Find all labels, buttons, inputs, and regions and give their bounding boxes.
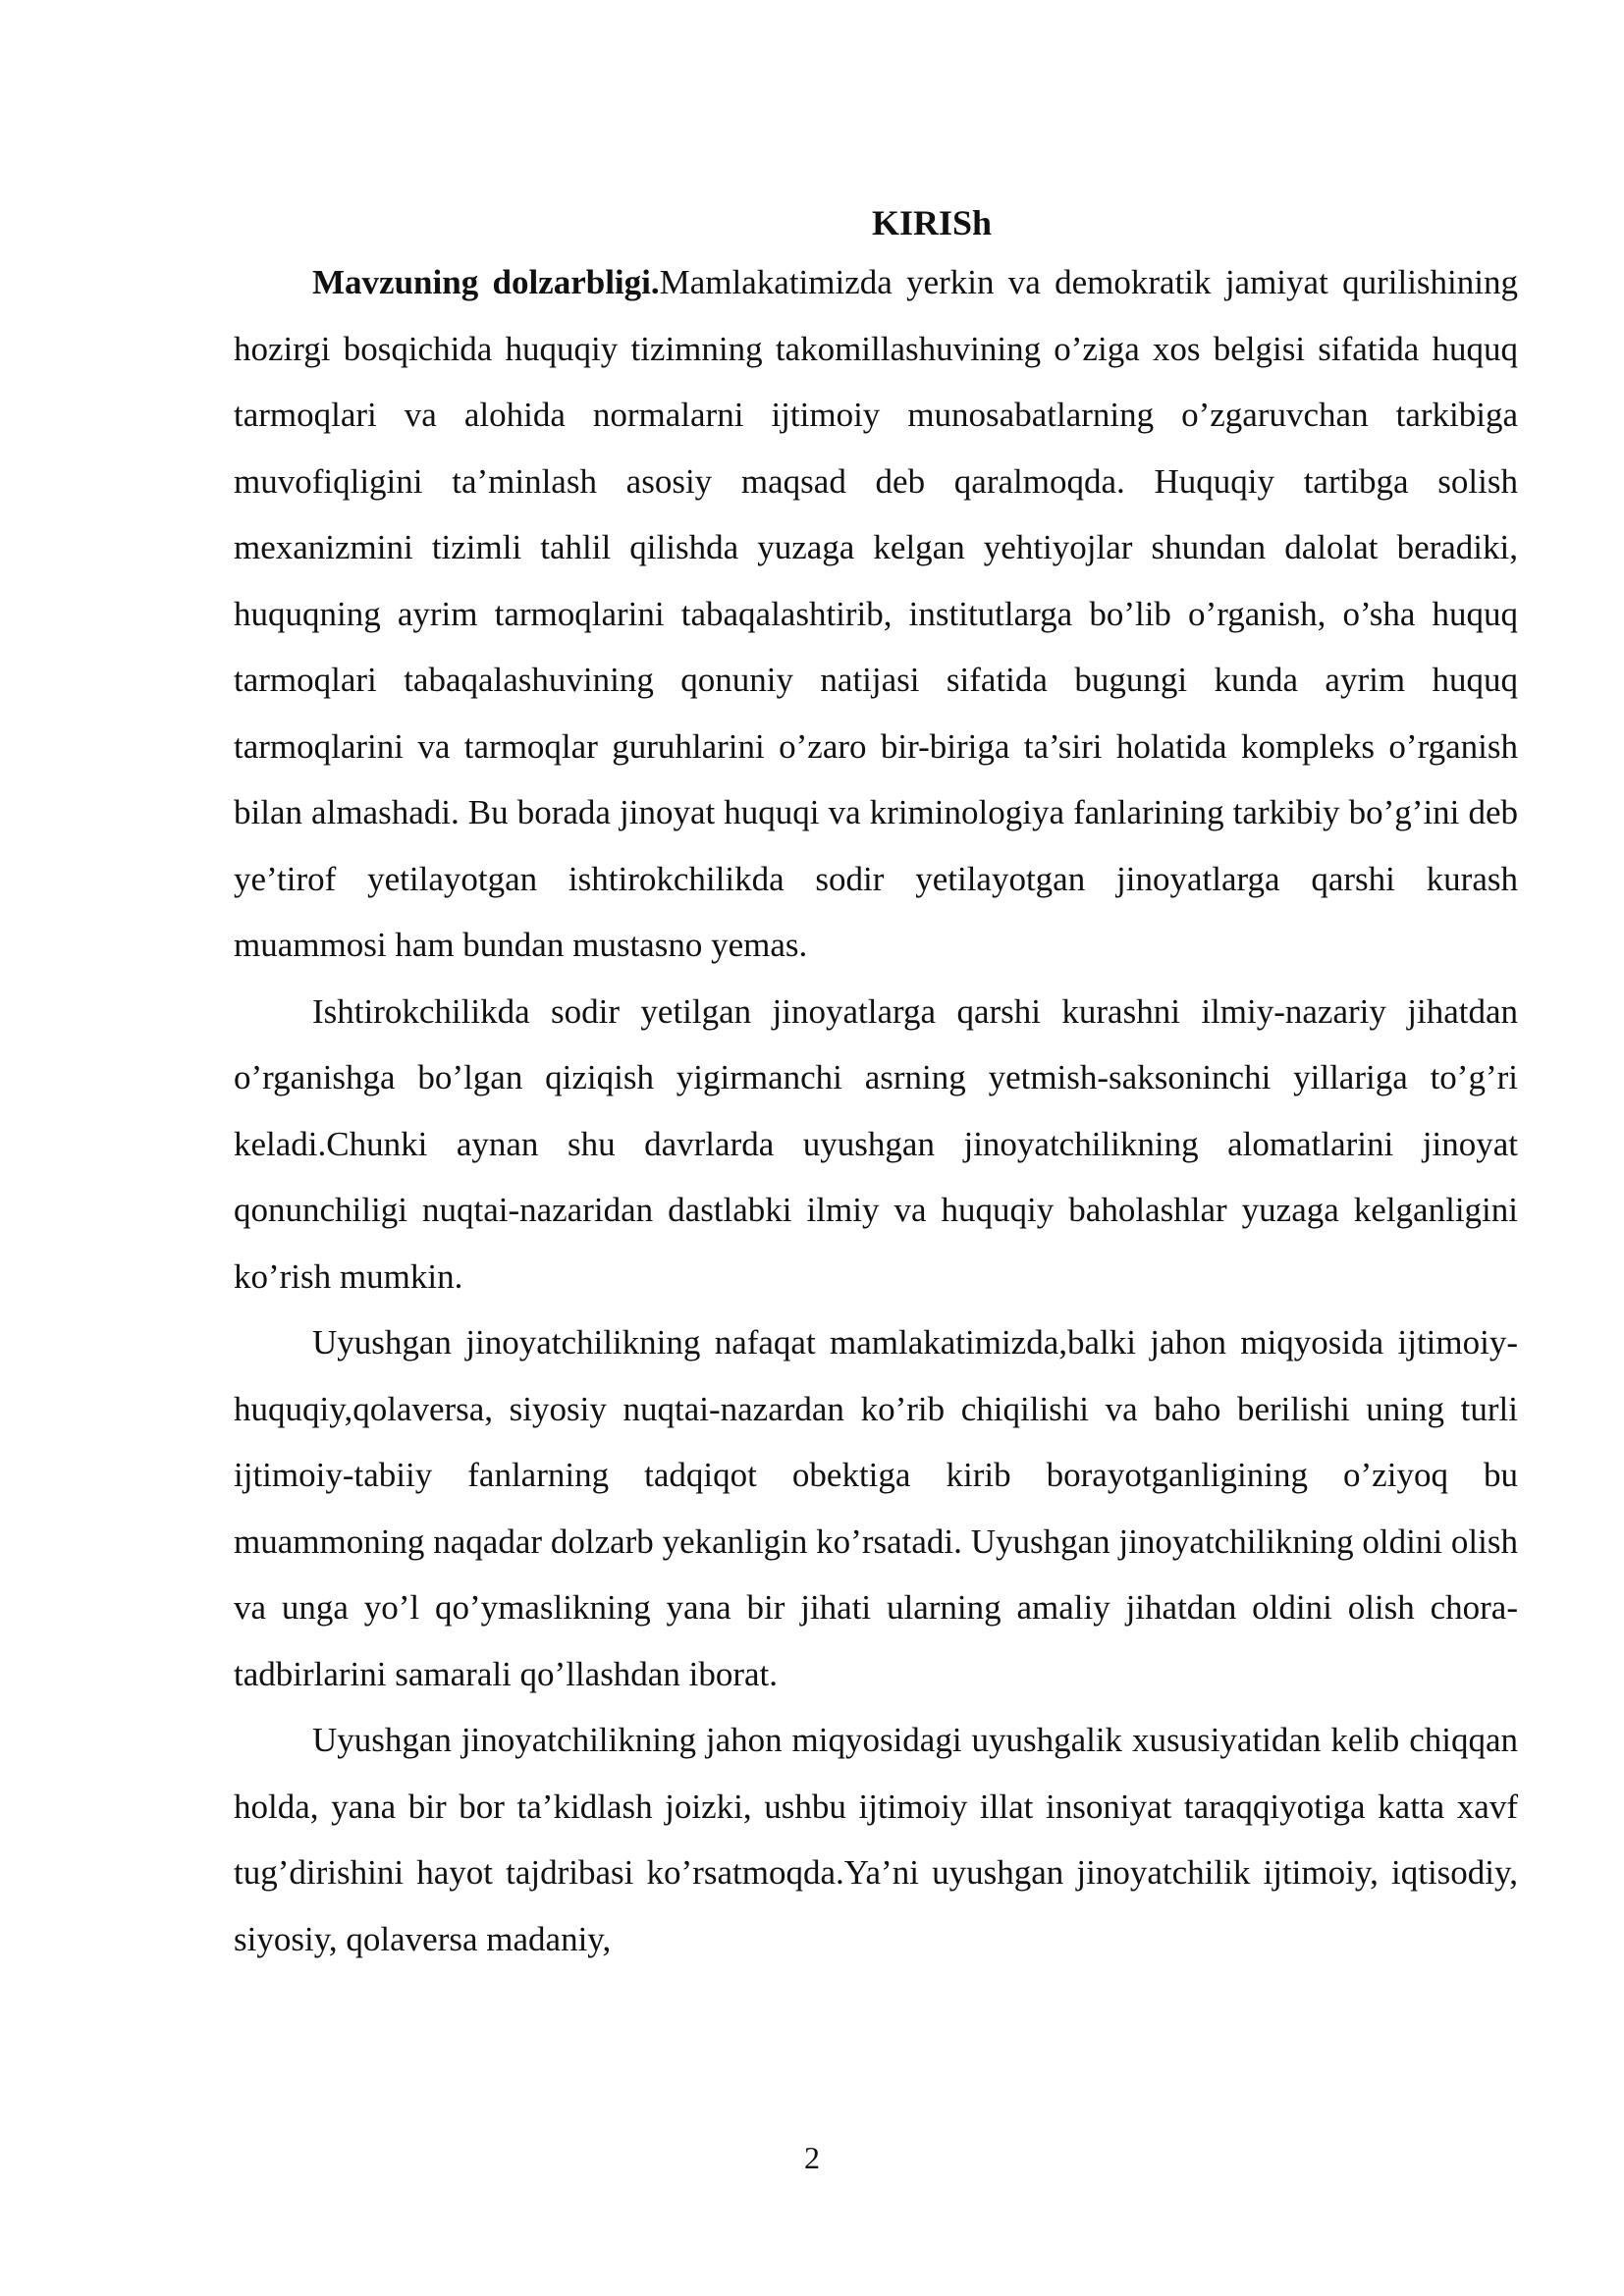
- page-number: 2: [804, 2140, 820, 2175]
- paragraph-text: Uyushgan jinoyatchilikning nafaqat mamlakatimizda,balki jahon miqyosida ijtimoiy-huquqiy,qolaversa, siyosiy nuqtai-nazardan ko’rib chiqilishi va baho berilishi uning turli ijtimoiy-tabiiy fanlarning tadqiqot obektiga kirib borayotganligining o’ziyoq bu muammoning naqadar dolzarb yekanligin ko’rsatadi. Uyushgan jinoyatchilikning oldini olish va unga yo’l qo’ymaslikning yana bir jihati ularning amaliy jihatdan oldini olish chora-tadbirlarini samarali qo’llashdan iborat.: [234, 1323, 1518, 1693]
- paragraph-text: Ishtirokchilikda sodir yetilgan jinoyatlarga qarshi kurashni ilmiy-nazariy jihatdan o’rganishga bo’lgan qiziqish yigirmanchi asrning yetmish-saksoninchi yillariga to’g’ri keladi.Chunki aynan shu davrlarda uyushgan jinoyatchilikning alomatlarini jinoyat qonunchiligi nuqtai-nazaridan dastlabki ilmiy va huquqiy baholashlar yuzaga kelganligini ko’rish mumkin.: [234, 991, 1518, 1296]
- paragraph-global-significance: [234, 1309, 1518, 1707]
- paragraph-research-interest: [234, 979, 1518, 1310]
- section-heading: KIRISh: [871, 203, 993, 242]
- paragraph-organized-crime-danger: [234, 1707, 1518, 1972]
- paragraph-relevance: [234, 249, 1518, 979]
- paragraph-lead: Mavzuning dolzarbligi.: [312, 263, 660, 301]
- document-body: [234, 196, 1518, 1972]
- paragraph-text: Uyushgan jinoyatchilikning jahon miqyosidagi uyushgalik xususiyatidan kelib chiqqan holda, yana bir bor ta’kidlash joizki, ushbu ijtimoiy illat insoniyat taraqqiyotiga katta xavf tug’dirishini hayot tajdribasi ko’rsatmoqda.Ya’ni uyushgan jinoyatchilik ijtimoiy, iqtisodiy, siyosiy, qolaversa madaniy,: [234, 1721, 1518, 1958]
- paragraph-text: Mamlakatimizda yerkin va demokratik jamiyat qurilishining hozirgi bosqichida huquqiy tizimning takomillashuvining o’ziga xos belgisi sifatida huquq tarmoqlari va alohida normalarni ijtimoiy munosabatlarning o’zgaruvchan tarkibiga muvofiqligini ta’minlash asosiy maqsad deb qaralmoqda. Huquqiy tartibga solish mexanizmini tizimli tahlil qilishda yuzaga kelgan yehtiyojlar shundan dalolat beradiki, huquqning ayrim tarmoqlarini tabaqalashtirib, institutlarga bo’lib o’rganish, o’sha huquq tarmoqlari tabaqalashuvining qonuniy natijasi sifatida bugungi kunda ayrim huquq tarmoqlarini va tarmoqlar guruhlarini o’zaro bir-biriga ta’siri holatida kompleks o’rganish bilan almashadi. Bu borada jinoyat huquqi va kriminologiya fanlarining tarkibiy bo’g’ini deb ye’tirof yetilayotgan ishtirokchilikda sodir yetilayotgan jinoyatlarga qarshi kurash muammosi ham bundan mustasno yemas.: [234, 263, 1518, 964]
